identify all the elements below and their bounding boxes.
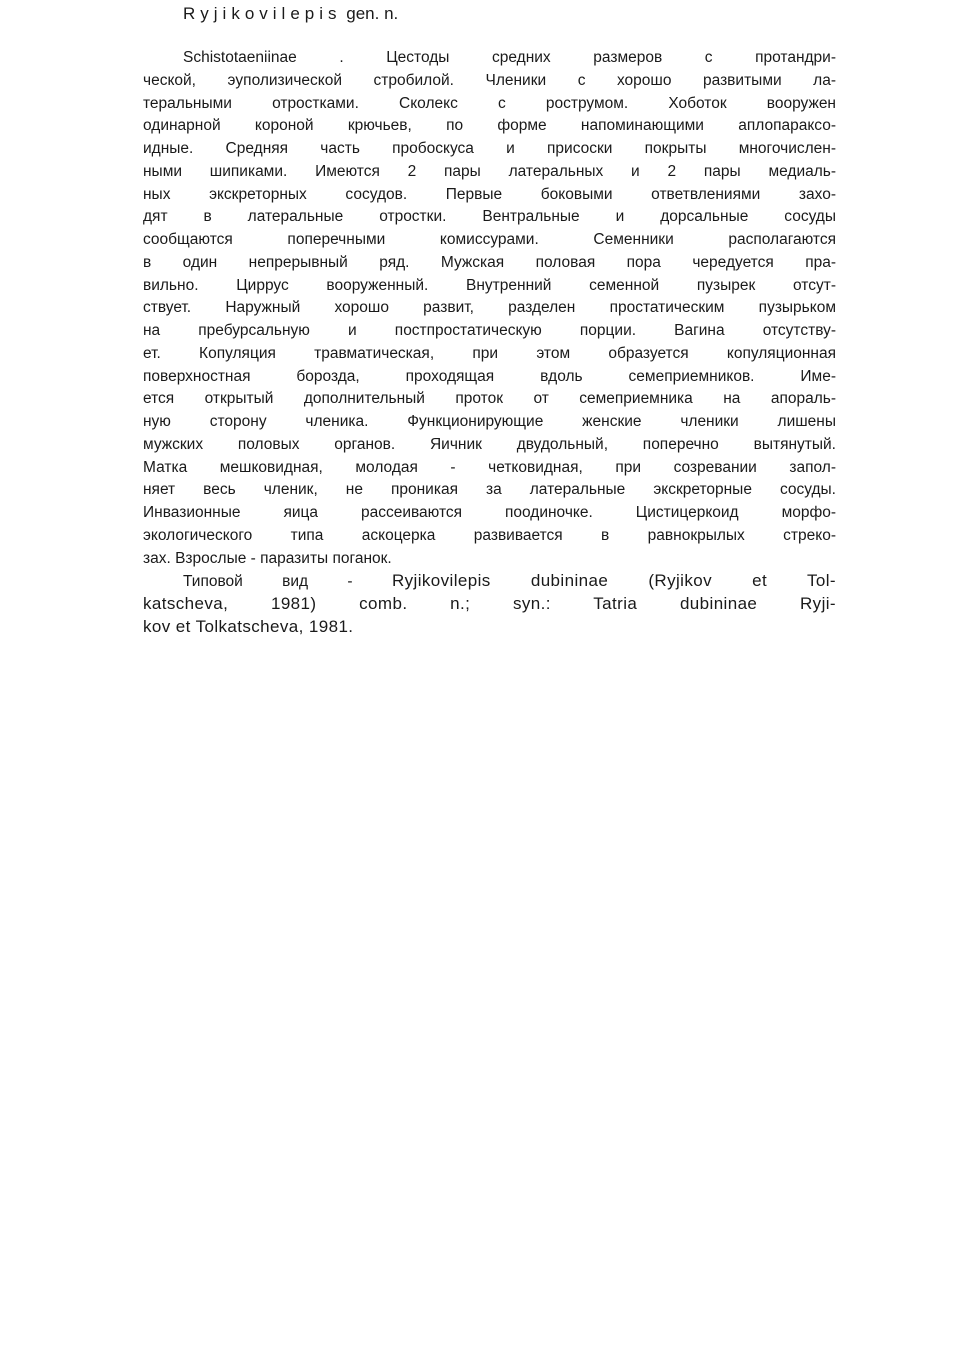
description-line: ную сторону членика. Функционирующие женские членики лишены xyxy=(143,413,836,430)
description-line: ными шипиками. Имеются 2 пары латеральных и 2 пары медиаль- xyxy=(143,162,836,180)
description-line: Schistotaeniinae . Цестоды средних размеров с протандри- xyxy=(183,49,836,66)
genus-heading xyxy=(183,4,398,24)
description-line: в один непрерывный ряд. Мужская половая пора чередуется пра- xyxy=(143,253,836,271)
genus-name: Ryjikovilepis xyxy=(183,4,342,23)
description-line: идные. Средняя часть пробоскуса и присоски покрыты многочислен- xyxy=(143,140,836,157)
description-line: дят в латеральные отростки. Вентральные и дорсальные сосуды xyxy=(143,208,836,226)
description-line: мужских половых органов. Яичник двудольный, поперечно вытянутый. xyxy=(143,435,836,453)
description-line: Инвазионные яица рассеиваются поодиночке. Цистицеркоид морфо- xyxy=(143,504,836,521)
description-line: сообщаются поперечными комиссурами. Семенники располагаются xyxy=(143,231,836,248)
description-line: ческой, эуполизической стробилой. Членики с хорошо развитыми ла- xyxy=(143,71,836,89)
description-line: экологического типа аскоцерка развивается в равнокрылых стреко- xyxy=(143,526,836,544)
description-line: Матка мешковидная, молодая - четковидная, при созревании запол- xyxy=(143,458,836,476)
description-line: ствует. Наружный хорошо развит, разделен простатическим пузырьком xyxy=(143,299,836,317)
type-species-name: Ryjikovilepis dubininae (Ryjikov et Tol- xyxy=(391,571,836,591)
genus-status: gen. n. xyxy=(346,4,399,23)
description-line: зах. Взрослые - паразиты поганок. xyxy=(143,549,392,567)
description-line: ется открытый дополнительный проток от семеприемника на апораль- xyxy=(143,390,836,408)
type-species-line-3: kov et Tolkatscheva, 1981. xyxy=(143,616,354,636)
description-line: на пребурсальную и постпростатическую порции. Вагина отсутству- xyxy=(143,322,836,339)
type-species-line-1 xyxy=(143,570,836,593)
description-line: одинарной короной крючьев, по форме напоминающими аплопараксо- xyxy=(143,117,836,135)
description-line: вильно. Циррус вооруженный. Внутренний семенной пузырек отсут- xyxy=(143,276,836,294)
description-line: поверхностная борозда, проходящая вдоль семеприемников. Име- xyxy=(143,367,836,385)
description-line: няет весь членик, не проникая за латеральные экскреторные сосуды. xyxy=(143,481,836,499)
description-line: ных экскреторных сосудов. Первые боковыми ответвлениями захо- xyxy=(143,185,836,203)
type-species-line-2: katscheva, 1981) comb. n.; syn.: Tatria dubininae Ryji- xyxy=(143,594,836,613)
type-species-label: Типовой вид - xyxy=(183,573,392,591)
description-line: ет. Копуляция травматическая, при этом образуется копуляционная xyxy=(143,344,836,362)
genus-description xyxy=(143,47,836,639)
description-line: теральными отростками. Сколекс с рострумом. Хоботок вооружен xyxy=(143,94,836,112)
